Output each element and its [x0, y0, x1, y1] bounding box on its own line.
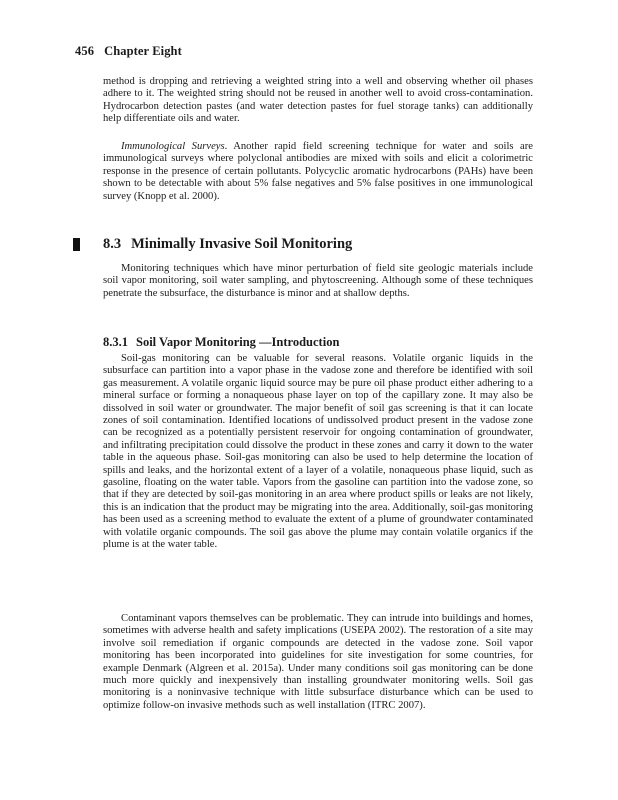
chapter-label: Chapter Eight	[104, 44, 182, 58]
soil-gas-paragraph-2: Contaminant vapors themselves can be problematic. They can intrude into buildings and homes, sometimes with adverse health and safety implications (USEPA 2002). The restoration of a site may involve soil remediation if organic compounds are detected in the vadose zone. Soil vapor monitoring has been incorporated into guidelines for site investigation for some countries, for example Denmark (Algreen et al. 2015a). Under many conditions soil gas monitoring can be done much more quickly and inexpensively than installing groundwater monitoring wells. Soil gas monitoring is a noninvasive technique with little subsurface disturbance which can be used to optimize follow-on invasive methods such as well installation (ITRC 2007).	[103, 613, 533, 711]
run-in-heading: Immunological Surveys	[121, 141, 225, 152]
subsection-number: 8.3.1	[103, 335, 128, 349]
section-title: Minimally Invasive Soil Monitoring	[131, 236, 353, 252]
immunological-text: Another rapid field screening technique for water and soils are immunological surveys where polyclonal antibodies are mixed with soils and elicit a colorimetric response in the presence of certain pollutants. Polycyclic aromatic hydrocarbons (PAHs) have been shown to be detectable with about 5% false negatives and 5% false positives in one immunological survey (Knopp et al. 2000).	[103, 141, 533, 202]
section-heading-8-3	[103, 236, 352, 253]
running-header	[75, 44, 182, 59]
section-number: 8.3	[103, 236, 122, 252]
subsection-title: Soil Vapor Monitoring —Introduction	[136, 335, 340, 349]
page-number: 456	[75, 44, 95, 58]
intro-paragraph: method is dropping and retrieving a weighted string into a well and observing whether oil phases adhere to it. The weighted string should not be reused in another well to avoid cross-contamination. Hydrocarbon detection pastes (and water detection pastes for fuel storage tanks) can additionally help differentiate oils and water.	[103, 76, 533, 125]
immunological-paragraph: Immunological Surveys. Another rapid field screening technique for water and soils are immunological surveys where polyclonal antibodies are mixed with soils and elicit a colorimetric response in the presence of certain pollutants. Polycyclic aromatic hydrocarbons (PAHs) have been shown to be detectable with about 5% false negatives and 5% false positives in one immunological survey (Knopp et al. 2000).	[103, 141, 533, 202]
section-marker-square	[73, 238, 80, 251]
section-8-3-paragraph: Monitoring techniques which have minor perturbation of field site geologic materials include soil vapor monitoring, soil water sampling, and phytoscreening. Although some of these techniques penetrate the subsurface, the disturbance is minor and at shallow depths.	[103, 263, 533, 299]
subsection-heading-8-3-1	[103, 335, 339, 350]
soil-gas-paragraph-1: Soil-gas monitoring can be valuable for several reasons. Volatile organic liquids in the subsurface can partition into a vapor phase in the vadose zone and therefore be identified with soil gas measurement. A volatile organic liquid source may be pure oil phase product either adhering to a mineral surface or forming a nonaqueous phase layer on top of the capillary zone. It may also be dissolved in soil water or groundwater. The major benefit of soil gas screening is that it can locate zones of soil contamination. Identified locations of undissolved product present in the vadose zone can be recognized as a potentially persistent reservoir for ongoing contamination of groundwater, and infiltrating precipitation could dissolve the product in these zones and carry it down to the water table in the aqueous phase. Soil-gas monitoring can also be used to help determine the location of spills and leaks, and the horizontal extent of a layer of a volatile, nonaqueous phase liquid, such as gasoline, floating on the water table. Vapors from the gasoline can partition into the vadose zone, so that if they are detected by soil-gas monitoring in an area where product spills or leaks are not likely, this is an indication that the product may be migrating into the area. Additionally, soil-gas monitoring has been used as a screening method to evaluate the extent of a plume of groundwater contaminated with volatile organic compounds. The soil gas above the plume may contain volatile organics if the plume is at the water table.	[103, 353, 533, 551]
